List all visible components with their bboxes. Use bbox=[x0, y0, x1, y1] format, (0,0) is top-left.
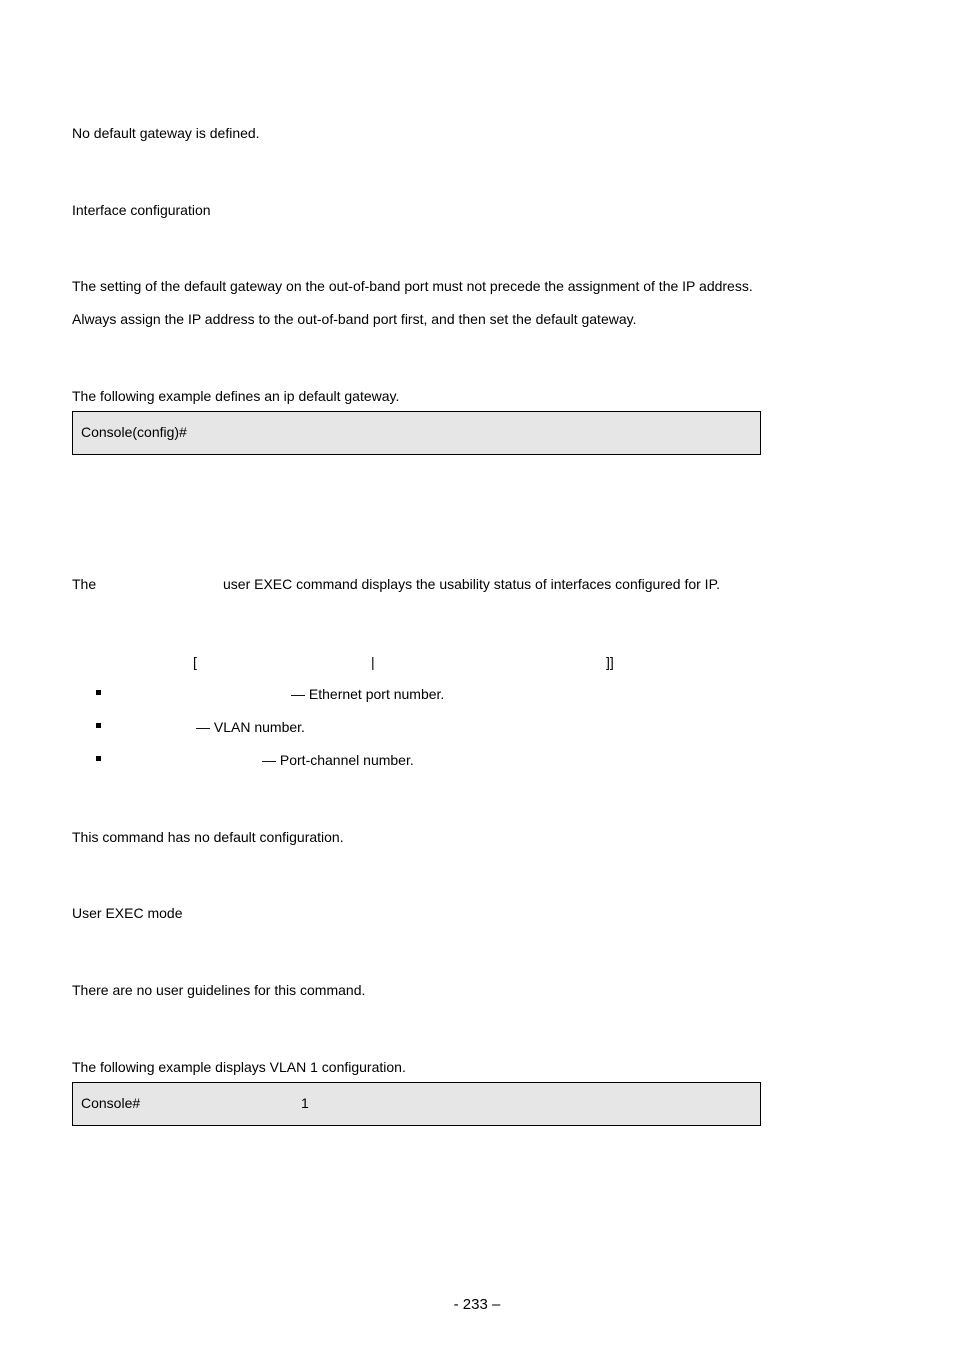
example-intro: The following example defines an ip default gateway. bbox=[72, 388, 400, 404]
syntax-open-bracket: [ bbox=[193, 654, 197, 670]
example-intro: The following example displays VLAN 1 configuration. bbox=[72, 1059, 406, 1075]
description-text: user EXEC command displays the usability status of interfaces configured for IP. bbox=[223, 576, 720, 592]
bullet-icon bbox=[96, 756, 101, 761]
page-number: - 233 – bbox=[453, 1296, 501, 1313]
mode-text: User EXEC mode bbox=[72, 905, 183, 921]
syntax-pipe: | bbox=[371, 654, 375, 670]
code-example-box bbox=[72, 411, 761, 455]
code-example-box bbox=[72, 1082, 761, 1126]
syntax-close-brackets: ]] bbox=[606, 654, 614, 670]
code-argument: 1 bbox=[301, 1095, 309, 1111]
param-description: — Ethernet port number. bbox=[291, 686, 445, 702]
code-prompt: Console(config)# bbox=[81, 424, 187, 440]
command-mode-text: Interface configuration bbox=[72, 202, 211, 218]
param-description: — Port-channel number. bbox=[262, 752, 414, 768]
default-config-text: This command has no default configuration. bbox=[72, 829, 344, 845]
bullet-icon bbox=[96, 723, 101, 728]
default-text: No default gateway is defined. bbox=[72, 125, 260, 141]
bullet-icon bbox=[96, 690, 101, 695]
guideline-text: Always assign the IP address to the out-of-band port first, and then set the default gateway. bbox=[72, 311, 637, 327]
guideline-text: The setting of the default gateway on the out-of-band port must not precede the assignment of the IP address. bbox=[72, 278, 753, 294]
user-guidelines-text: There are no user guidelines for this command. bbox=[72, 982, 366, 998]
param-description: — VLAN number. bbox=[196, 719, 305, 735]
description-prefix: The bbox=[72, 576, 97, 592]
code-prompt: Console# bbox=[81, 1095, 141, 1111]
